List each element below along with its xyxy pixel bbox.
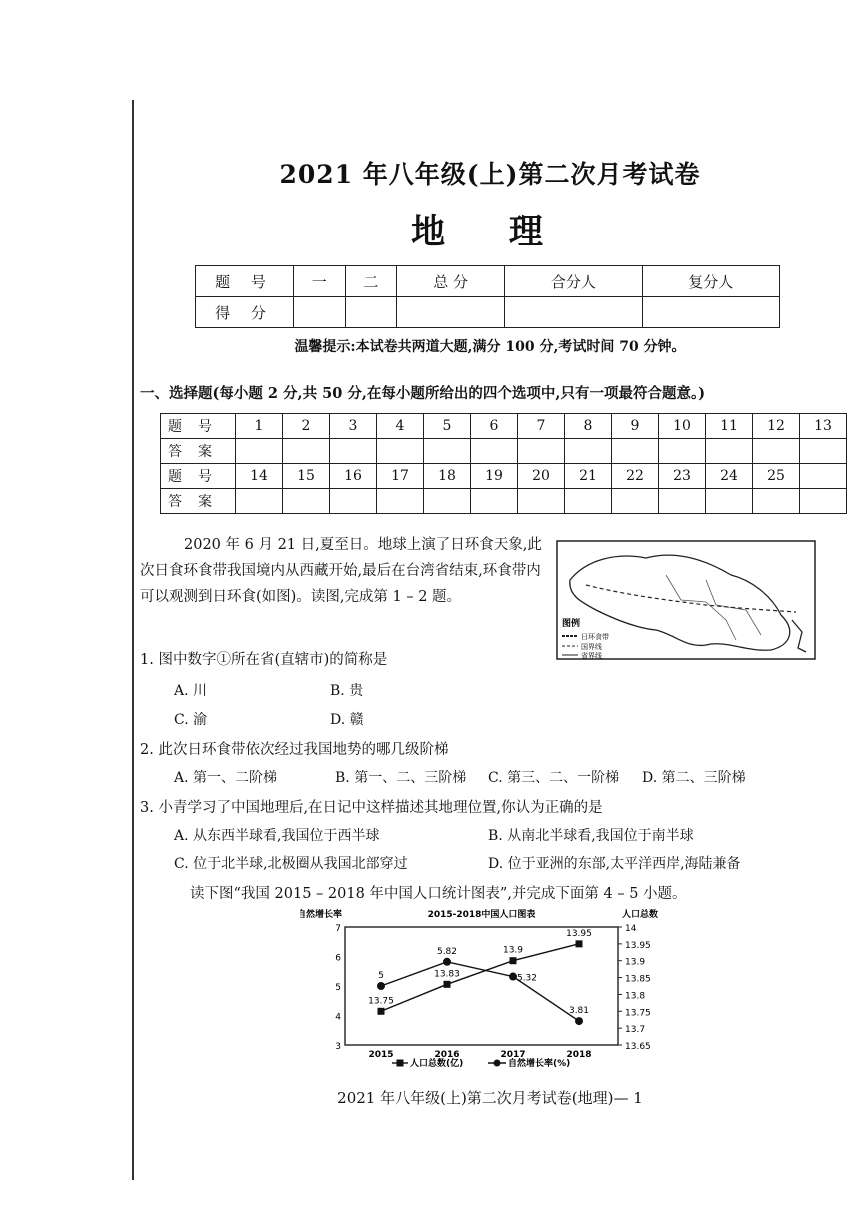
answer-input-cell[interactable] [518,489,565,514]
y-tick-label-right: 13.7 [625,1025,646,1036]
data-label: 13.83 [434,969,460,980]
y-tick-label-right: 14 [625,924,637,934]
answer-number-cell: 12 [753,414,800,439]
answer-input-cell[interactable] [565,439,612,464]
answer-number-cell: 1 [236,414,283,439]
question-option: C. 位于北半球,北极圈从我国北部穿过 [174,856,408,872]
question-1-stem: 1. 图中数字①所在省(直辖市)的简称是 [140,652,388,668]
answer-number-cell: 3 [330,414,377,439]
answer-table-header: 答案 [161,439,236,464]
map-legend-item: 日环食带 [581,633,609,641]
y-tick-label-right: 13.9 [625,957,646,968]
answer-number-cell: 8 [565,414,612,439]
question-option: B. 从南北半球看,我国位于南半球 [488,828,694,844]
answer-input-cell[interactable] [518,439,565,464]
question-option: D. 第二、三阶梯 [642,770,746,786]
question-option: B. 贵 [330,683,364,699]
chart-ylabel-left: 自然增长率 [300,910,342,920]
answer-input-cell[interactable] [659,439,706,464]
answer-input-cell[interactable] [612,439,659,464]
data-point-circle [443,958,451,966]
score-cell: 题 号 [196,266,294,297]
answer-input-cell[interactable] [330,489,377,514]
answer-input-cell[interactable] [471,439,518,464]
answer-number-cell: 21 [565,464,612,489]
score-table [195,265,780,328]
answer-table-header: 答案 [161,489,236,514]
question-option: C. 第三、二、一阶梯 [488,770,620,786]
answer-number-cell: 10 [659,414,706,439]
answer-input-cell[interactable] [565,489,612,514]
answer-table-header: 题号 [161,464,236,489]
answer-input-cell[interactable] [471,489,518,514]
eclipse-map [556,540,816,660]
y-tick-label-right: 13.8 [625,991,646,1002]
data-point-circle [509,973,517,981]
answer-input-cell[interactable] [377,489,424,514]
answer-number-cell: 25 [753,464,800,489]
y-tick-label-left: 3 [335,1042,341,1052]
y-tick-label-left: 4 [335,1012,341,1023]
y-tick-label-right: 13.95 [625,940,651,951]
map-legend-item: 省界线 [581,652,602,660]
score-input-cell[interactable] [345,297,397,328]
data-point-square [510,957,517,964]
answer-number-cell [800,464,847,489]
answer-input-cell[interactable] [800,489,847,514]
answer-number-cell: 23 [659,464,706,489]
answer-number-cell: 15 [283,464,330,489]
answer-input-cell[interactable] [424,489,471,514]
legend-marker-circle [494,1060,501,1067]
answer-input-cell[interactable] [424,439,471,464]
map-legend-item: 国界线 [581,643,602,651]
answer-input-cell[interactable] [612,489,659,514]
legend-entry: 人口总数(亿) [410,1059,464,1069]
score-cell: 二 [345,266,397,297]
data-label: 5.32 [516,973,538,984]
x-tick-label: 2015 [368,1050,394,1060]
answer-number-cell: 13 [800,414,847,439]
passage-1: 2020 年 6 月 21 日,夏至日。地球上演了日环食天象,此次日食环食带我国境内从西藏开始,最后在台湾省结束,环食带内可以观测到日环食(如图)。读图,完成第 1 – 2 题。 [140,537,542,605]
score-input-cell[interactable] [642,297,779,328]
answer-number-cell: 7 [518,414,565,439]
answer-number-cell: 18 [424,464,471,489]
exam-subject: 地 理 [411,212,569,252]
score-table-row [196,266,780,297]
chart-svg [300,905,700,1075]
y-tick-label-right: 13.85 [625,974,651,985]
series-line [381,962,579,1021]
score-cell: 一 [294,266,346,297]
answer-input-cell[interactable] [659,489,706,514]
chart-title: 2015-2018中国人口图表 [427,910,536,920]
passage-2: 读下图“我国 2015 – 2018 年中国人口统计图表”,并完成下面第 4 – 5 小题。 [190,886,687,902]
section1-heading: 一、选择题(每小题 2 分,共 50 分,在每小题所给出的四个选项中,只有一项最符合题意。) [140,385,706,402]
data-point-square [378,1008,385,1015]
answer-number-cell: 24 [706,464,753,489]
map-legend-title: 图例 [562,619,581,629]
answer-number-cell: 17 [377,464,424,489]
data-point-circle [575,1017,583,1025]
answer-number-cell: 22 [612,464,659,489]
question-option: A. 从东西半球看,我国位于西半球 [174,828,380,844]
data-label: 5 [378,971,384,981]
answer-table-header: 题号 [161,414,236,439]
population-chart [300,905,700,1079]
exam-tip: 温馨提示:本试卷共两道大题,满分 100 分,考试时间 70 分钟。 [294,339,686,355]
data-point-square [576,940,583,947]
data-label: 5.82 [436,946,458,957]
answer-number-cell: 6 [471,414,518,439]
answer-number-cell: 16 [330,464,377,489]
answer-input-cell[interactable] [283,439,330,464]
question-option: D. 位于亚洲的东部,太平洋西岸,海陆兼备 [488,856,741,872]
answer-input-cell[interactable] [236,439,283,464]
y-tick-label-left: 6 [335,953,341,964]
data-label: 13.75 [368,996,394,1007]
question-option: A. 第一、二阶梯 [174,770,278,786]
data-label: 3.81 [568,1006,590,1017]
data-label: 13.95 [566,928,592,939]
answer-number-cell: 9 [612,414,659,439]
answer-input-cell[interactable] [800,439,847,464]
answer-table-row [161,464,847,489]
score-input-cell[interactable] [294,297,346,328]
answer-number-cell: 14 [236,464,283,489]
answer-input-cell[interactable] [330,439,377,464]
question-2-stem: 2. 此次日环食带依次经过我国地势的哪几级阶梯 [140,742,449,758]
question-option: C. 渝 [174,712,208,728]
answer-input-cell[interactable] [706,489,753,514]
x-tick-label: 2016 [434,1050,460,1060]
y-tick-label-right: 13.65 [625,1042,651,1052]
answer-input-cell[interactable] [236,489,283,514]
answer-number-cell: 20 [518,464,565,489]
score-table-row [196,297,780,328]
legend-entry: 自然增长率(%) [508,1059,571,1069]
question-option: B. 第一、二、三阶梯 [335,770,467,786]
chart-ylabel-right: 人口总数 [622,910,659,920]
question-option: A. 川 [174,683,208,699]
score-cell: 合分人 [505,266,642,297]
answer-table-row [161,414,847,439]
answer-input-cell[interactable] [753,439,800,464]
data-point-square [444,981,451,988]
answer-input-cell[interactable] [706,439,753,464]
page-margin-line [132,100,134,1180]
score-cell: 复分人 [642,266,779,297]
question-3-stem: 3. 小青学习了中国地理后,在日记中这样描述其地理位置,你认为正确的是 [140,800,603,816]
answer-input-cell[interactable] [753,489,800,514]
legend-marker-square [397,1060,404,1067]
answer-number-cell: 19 [471,464,518,489]
page-footer: 2021 年八年级(上)第二次月考试卷(地理)— 1 [337,1089,643,1107]
y-tick-label-right: 13.75 [625,1008,651,1019]
answer-input-cell[interactable] [377,439,424,464]
x-tick-label: 2017 [500,1050,526,1060]
answer-number-cell: 2 [283,414,330,439]
answer-number-cell: 5 [424,414,471,439]
map-svg [556,540,816,660]
score-input-cell[interactable] [397,297,505,328]
score-cell: 总 分 [397,266,505,297]
answer-table-row [161,489,847,514]
answer-number-cell: 11 [706,414,753,439]
answer-input-cell[interactable] [283,489,330,514]
x-tick-label: 2018 [566,1050,592,1060]
score-input-cell[interactable] [505,297,642,328]
answer-number-cell: 4 [377,414,424,439]
exam-title: 2021 年八年级(上)第二次月考试卷 [279,160,701,189]
question-option: D. 赣 [330,712,364,728]
score-cell: 得 分 [196,297,294,328]
y-tick-label-left: 7 [335,924,341,934]
y-tick-label-left: 5 [335,983,341,993]
data-point-circle [377,982,385,990]
data-label: 13.9 [502,945,524,956]
answer-table-row [161,439,847,464]
answer-table [160,413,847,514]
